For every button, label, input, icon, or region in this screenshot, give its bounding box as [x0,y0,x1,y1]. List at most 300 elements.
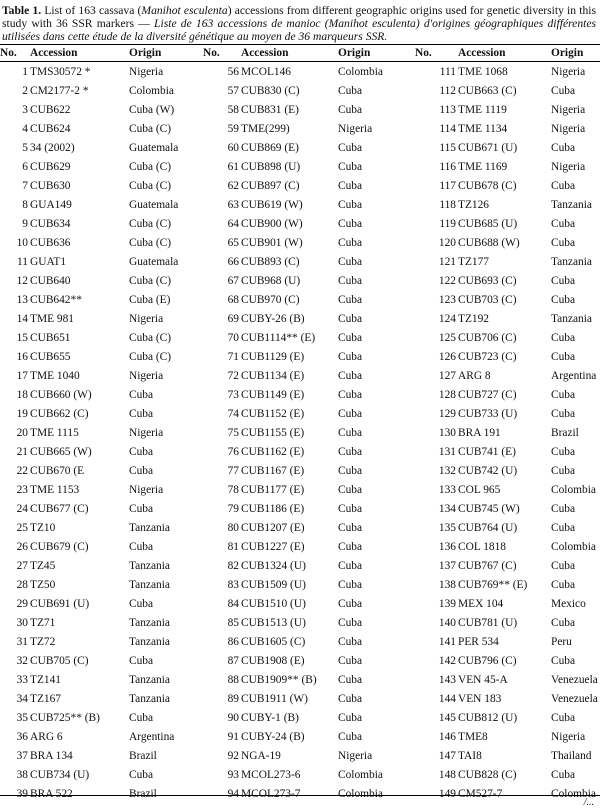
cell-no: 82 [227,559,239,572]
table-row [0,176,600,195]
cell-accession: GUA149 [30,198,72,211]
cell-accession: CUB869 (E) [241,141,299,154]
cell-origin: Cuba [338,692,363,705]
cell-origin: Tanzania [551,255,592,268]
table-row [0,765,600,784]
cell-no: 16 [16,350,28,363]
cell-no: 121 [438,255,456,268]
cell-accession: CUB1908 (E) [241,654,305,667]
cell-accession: CUB745 (W) [458,502,520,515]
cell-accession: CUB1909** (B) [241,673,317,686]
table-row [0,746,600,765]
cell-no: 65 [227,236,239,249]
cell-origin: Cuba [551,464,576,477]
cell-no: 32 [16,654,28,667]
cell-no: 9 [22,217,28,230]
cell-accession: CUB741 (E) [458,445,516,458]
cell-no: 17 [16,369,28,382]
cell-origin: Cuba [551,711,576,724]
cell-origin: Cuba (C) [129,274,172,287]
cell-origin: Tanzania [129,673,170,686]
cell-origin: Tanzania [551,312,592,325]
cell-origin: Cuba (E) [129,293,171,306]
cell-accession: ARG 6 [30,730,63,743]
cell-no: 8 [22,198,28,211]
cell-origin: Cuba [551,331,576,344]
table-row [0,271,600,290]
cell-no: 5 [22,141,28,154]
cell-no: 31 [16,635,28,648]
cell-no: 13 [16,293,28,306]
cell-no: 2 [22,84,28,97]
table-bottom-rule [0,795,600,796]
cell-no: 111 [439,65,456,78]
cell-accession: TZ177 [458,255,490,268]
cell-no: 59 [227,122,239,135]
cell-accession: CUB629 [30,160,71,173]
table-row [0,651,600,670]
cell-no: 125 [438,331,456,344]
cell-no: 14 [16,312,28,325]
cell-accession: TME 1115 [30,426,79,439]
table-row [0,423,600,442]
cell-accession: CUB691 (U) [30,597,90,610]
cell-no: 118 [439,198,456,211]
cell-origin: Cuba [338,369,363,382]
cell-accession: CUB619 (W) [241,198,303,211]
cell-no: 67 [227,274,239,287]
cell-accession: CUB1509 (U) [241,578,306,591]
cell-origin: Guatemala [129,255,179,268]
cell-accession: COL 965 [458,483,501,496]
col-header-accession: Accession [241,47,289,59]
cell-origin: Cuba [551,84,576,97]
cell-accession: TME(299) [241,122,290,135]
cell-accession: CUB1510 (U) [241,597,306,610]
table-row [0,613,600,632]
cell-no: 126 [438,350,456,363]
cell-no: 28 [16,578,28,591]
cell-no: 117 [439,179,456,192]
cell-no: 93 [227,768,239,781]
cell-origin: Cuba (C) [129,160,172,173]
cell-no: 56 [227,65,239,78]
cell-no: 85 [227,616,239,629]
cell-origin: Cuba [551,521,576,534]
cell-accession: CM527-7 [458,787,503,800]
cell-accession: CUB642** [30,293,82,306]
table-row [0,366,600,385]
cell-origin: Cuba [551,274,576,287]
cell-origin: Cuba [338,673,363,686]
cell-accession: CUB634 [30,217,71,230]
cell-accession: CUB970 (C) [241,293,300,306]
cell-accession: TME 1134 [458,122,508,135]
cell-accession: MCOL273-6 [241,768,301,781]
table-row [0,100,600,119]
cell-accession: COL 1818 [458,540,506,553]
cell-accession: VEN 45-A [458,673,508,686]
cell-accession: CUB1207 (E) [241,521,305,534]
cell-accession: CUB688 (W) [458,236,520,249]
cell-no: 10 [16,236,28,249]
cell-no: 122 [438,274,456,287]
cell-origin: Cuba [338,407,363,420]
cell-accession: TME 1153 [30,483,80,496]
cell-accession: CUB1167 (E) [241,464,305,477]
cell-origin: Cuba [338,312,363,325]
table-row [0,404,600,423]
cell-origin: Cuba [129,445,154,458]
cell-origin: Cuba [338,388,363,401]
cell-accession: CUB1129 (E) [241,350,305,363]
cell-no: 33 [16,673,28,686]
cell-accession: TZ50 [30,578,56,591]
cell-origin: Cuba (C) [129,179,172,192]
cell-origin: Cuba (C) [129,236,172,249]
table-row [0,727,600,746]
cell-accession: CUB1114** (E) [241,331,316,344]
cell-origin: Cuba (C) [129,331,172,344]
cell-no: 58 [227,103,239,116]
table-row [0,138,600,157]
cell-no: 78 [227,483,239,496]
cell-origin: Nigeria [338,122,373,135]
cell-accession: TAI8 [458,749,482,762]
cell-accession: CUB1155 (E) [241,426,305,439]
cell-no: 87 [227,654,239,667]
cell-accession: CUB831 (E) [241,103,299,116]
cell-no: 136 [438,540,456,553]
cell-origin: Tanzania [129,521,170,534]
cell-no: 27 [16,559,28,572]
table-row [0,708,600,727]
table-row [0,119,600,138]
cell-no: 81 [227,540,239,553]
cell-origin: Cuba [551,407,576,420]
cell-origin: Cuba [129,407,154,420]
cell-accession: CUB781 (U) [458,616,518,629]
table-row [0,575,600,594]
cell-accession: CUB830 (C) [241,84,300,97]
cell-no: 69 [227,312,239,325]
cell-origin: Cuba [338,255,363,268]
cell-accession: NGA-19 [241,749,281,762]
cell-origin: Cuba [338,84,363,97]
cell-no: 80 [227,521,239,534]
col-header-no: No. [203,47,220,59]
cell-accession: CUB662 (C) [30,407,89,420]
cell-origin: Cuba [338,521,363,534]
cell-no: 116 [439,160,456,173]
cell-origin: Cuba [338,426,363,439]
col-header-accession: Accession [458,47,506,59]
cell-accession: CUB1152 (E) [241,407,305,420]
cell-origin: Cuba [338,217,363,230]
cell-origin: Cuba (W) [129,103,175,116]
cell-origin: Cuba [338,464,363,477]
cell-no: 63 [227,198,239,211]
cell-accession: CUB900 (W) [241,217,303,230]
cell-origin: Tanzania [129,616,170,629]
cell-origin: Peru [551,635,572,648]
cell-no: 114 [439,122,456,135]
cell-accession: TME 1040 [30,369,80,382]
cell-origin: Cuba [129,768,154,781]
cell-accession: CUBY-24 (B) [241,730,305,743]
cell-accession: CUB685 (U) [458,217,518,230]
col-header-accession: Accession [30,47,78,59]
cell-accession: TME8 [458,730,488,743]
cell-origin: Cuba [129,597,154,610]
cell-no: 72 [227,369,239,382]
cell-origin: Cuba [129,388,154,401]
table-row [0,328,600,347]
accessions-table [0,45,600,803]
cell-origin: Cuba [338,502,363,515]
cell-no: 22 [16,464,28,477]
cell-no: 19 [16,407,28,420]
cell-no: 140 [438,616,456,629]
table-row [0,442,600,461]
cell-accession: CUB1186 (E) [241,502,305,515]
table-row [0,556,600,575]
cell-origin: Nigeria [551,65,586,78]
cell-origin: Guatemala [129,141,179,154]
cell-accession: CUB968 (U) [241,274,301,287]
cell-origin: Nigeria [129,312,164,325]
cell-accession: CUB897 (C) [241,179,300,192]
cell-no: 112 [439,84,456,97]
cell-accession: TZ126 [458,198,490,211]
cell-accession: TZ192 [458,312,490,325]
cell-accession: CUB764 (U) [458,521,518,534]
cell-accession: CUB636 [30,236,71,249]
cell-accession: TZ45 [30,559,56,572]
cell-origin: Cuba [129,654,154,667]
table-row [0,670,600,689]
cell-accession: CM2177-2 * [30,84,89,97]
cell-no: 29 [16,597,28,610]
cell-accession: CUB703 (C) [458,293,517,306]
cell-no: 61 [227,160,239,173]
cell-no: 57 [227,84,239,97]
cell-accession: CUB767 (C) [458,559,517,572]
table-row [0,233,600,252]
cell-no: 64 [227,217,239,230]
cell-origin: Cuba [551,578,576,591]
cell-origin: Cuba [338,141,363,154]
cell-origin: Cuba [338,540,363,553]
cell-accession: BRA 522 [30,787,73,800]
cell-origin: Tanzania [551,198,592,211]
cell-origin: Argentina [129,730,175,743]
table-row [0,632,600,651]
col-header-origin: Origin [129,47,162,59]
cell-no: 132 [438,464,456,477]
cell-origin: Cuba (C) [129,217,172,230]
cell-origin: Nigeria [129,65,164,78]
cell-origin: Guatemala [129,198,179,211]
table-row [0,480,600,499]
cell-no: 134 [438,502,456,515]
cell-no: 139 [438,597,456,610]
table-row [0,157,600,176]
cell-origin: Cuba [338,236,363,249]
cell-accession: 34 (2002) [30,141,75,154]
cell-origin: Cuba [338,331,363,344]
cell-accession: TME 1119 [458,103,507,116]
cell-no: 75 [227,426,239,439]
cell-origin: Nigeria [551,160,586,173]
cell-origin: Cuba [551,768,576,781]
cell-origin: Colombia [129,84,174,97]
table-row [0,61,600,81]
cell-no: 3 [22,103,28,116]
cell-no: 74 [227,407,239,420]
col-header-origin: Origin [551,47,584,59]
cell-origin: Cuba [338,274,363,287]
cell-accession: CUB1162 (E) [241,445,305,458]
cell-no: 39 [16,787,28,800]
cell-no: 127 [438,369,456,382]
cell-accession: CUB678 (C) [458,179,517,192]
cell-origin: Cuba [551,559,576,572]
cell-no: 141 [438,635,456,648]
cell-origin: Cuba [338,103,363,116]
cell-no: 149 [438,787,456,800]
cell-no: 88 [227,673,239,686]
cell-accession: CUB1324 (U) [241,559,306,572]
cell-origin: Tanzania [129,635,170,648]
cell-no: 62 [227,179,239,192]
cell-no: 77 [227,464,239,477]
cell-accession: CUB651 [30,331,71,344]
table-row [0,784,600,803]
cell-accession: CUB663 (C) [458,84,517,97]
cell-no: 138 [438,578,456,591]
cell-origin: Colombia [338,65,383,78]
cell-no: 73 [227,388,239,401]
cell-accession: TMS30572 * [30,65,91,78]
cell-accession: CUB725** (B) [30,711,100,724]
cell-origin: Cuba [338,730,363,743]
cell-accession: MEX 104 [458,597,504,610]
cell-accession: CUB1513 (U) [241,616,306,629]
cell-accession: CUB660 (W) [30,388,92,401]
cell-origin: Venezuela [551,673,598,686]
cell-origin: Cuba [551,350,576,363]
cell-no: 15 [16,331,28,344]
cell-origin: Cuba [551,388,576,401]
cell-accession: TZ167 [30,692,62,705]
cell-origin: Colombia [338,787,383,800]
cell-accession: CUB640 [30,274,71,287]
cell-no: 133 [438,483,456,496]
cell-origin: Cuba [338,350,363,363]
cell-origin: Cuba [338,711,363,724]
cell-origin: Cuba [338,198,363,211]
cell-no: 84 [227,597,239,610]
cell-no: 148 [438,768,456,781]
cell-origin: Nigeria [551,730,586,743]
cell-no: 120 [438,236,456,249]
cell-no: 21 [16,445,28,458]
cell-origin: Nigeria [129,483,164,496]
cell-origin: Colombia [551,483,596,496]
cell-no: 123 [438,293,456,306]
cell-origin: Cuba [338,160,363,173]
cell-accession: CUB734 (U) [30,768,90,781]
cell-origin: Cuba [338,597,363,610]
cell-origin: Cuba [338,654,363,667]
cell-origin: Nigeria [338,749,373,762]
cell-origin: Colombia [338,768,383,781]
table-row [0,537,600,556]
cell-no: 128 [438,388,456,401]
cell-no: 90 [227,711,239,724]
cell-origin: Cuba [338,635,363,648]
cell-accession: CUB1605 (C) [241,635,306,648]
cell-no: 66 [227,255,239,268]
cell-no: 92 [227,749,239,762]
cell-no: 18 [16,388,28,401]
cell-no: 70 [227,331,239,344]
cell-origin: Cuba [551,654,576,667]
cell-accession: CUB898 (U) [241,160,301,173]
table-header-row [0,45,600,61]
cell-no: 24 [16,502,28,515]
cell-origin: Cuba [338,445,363,458]
cell-accession: BRA 134 [30,749,73,762]
cell-no: 124 [438,312,456,325]
cell-origin: Cuba [129,711,154,724]
cell-no: 30 [16,616,28,629]
cell-no: 79 [227,502,239,515]
table-body [0,61,600,803]
cell-accession: CUB655 [30,350,71,363]
cell-accession: CUB733 (U) [458,407,518,420]
cell-no: 76 [227,445,239,458]
cell-origin: Cuba [338,483,363,496]
cell-origin: Brazil [129,787,157,800]
table-row [0,290,600,309]
cell-accession: CUB706 (C) [458,331,517,344]
cell-no: 25 [16,521,28,534]
table-row [0,309,600,328]
cell-accession: CUB670 (E [30,464,85,477]
cell-origin: Tanzania [129,692,170,705]
cell-no: 130 [438,426,456,439]
cell-no: 35 [16,711,28,724]
cell-origin: Brazil [129,749,157,762]
cell-accession: GUAT1 [30,255,67,268]
cell-origin: Cuba [551,217,576,230]
table-row [0,347,600,366]
cell-no: 4 [22,122,28,135]
cell-accession: TZ72 [30,635,56,648]
cell-accession: CUB1177 (E) [241,483,305,496]
cell-no: 20 [16,426,28,439]
col-header-no: No. [415,47,432,59]
cell-accession: CUB1911 (W) [241,692,308,705]
cell-no: 115 [439,141,456,154]
cell-origin: Cuba [338,179,363,192]
cell-accession: CUB723 (C) [458,350,517,363]
cell-no: 144 [438,692,456,705]
cell-accession: CUB677 (C) [30,502,89,515]
cell-no: 129 [438,407,456,420]
